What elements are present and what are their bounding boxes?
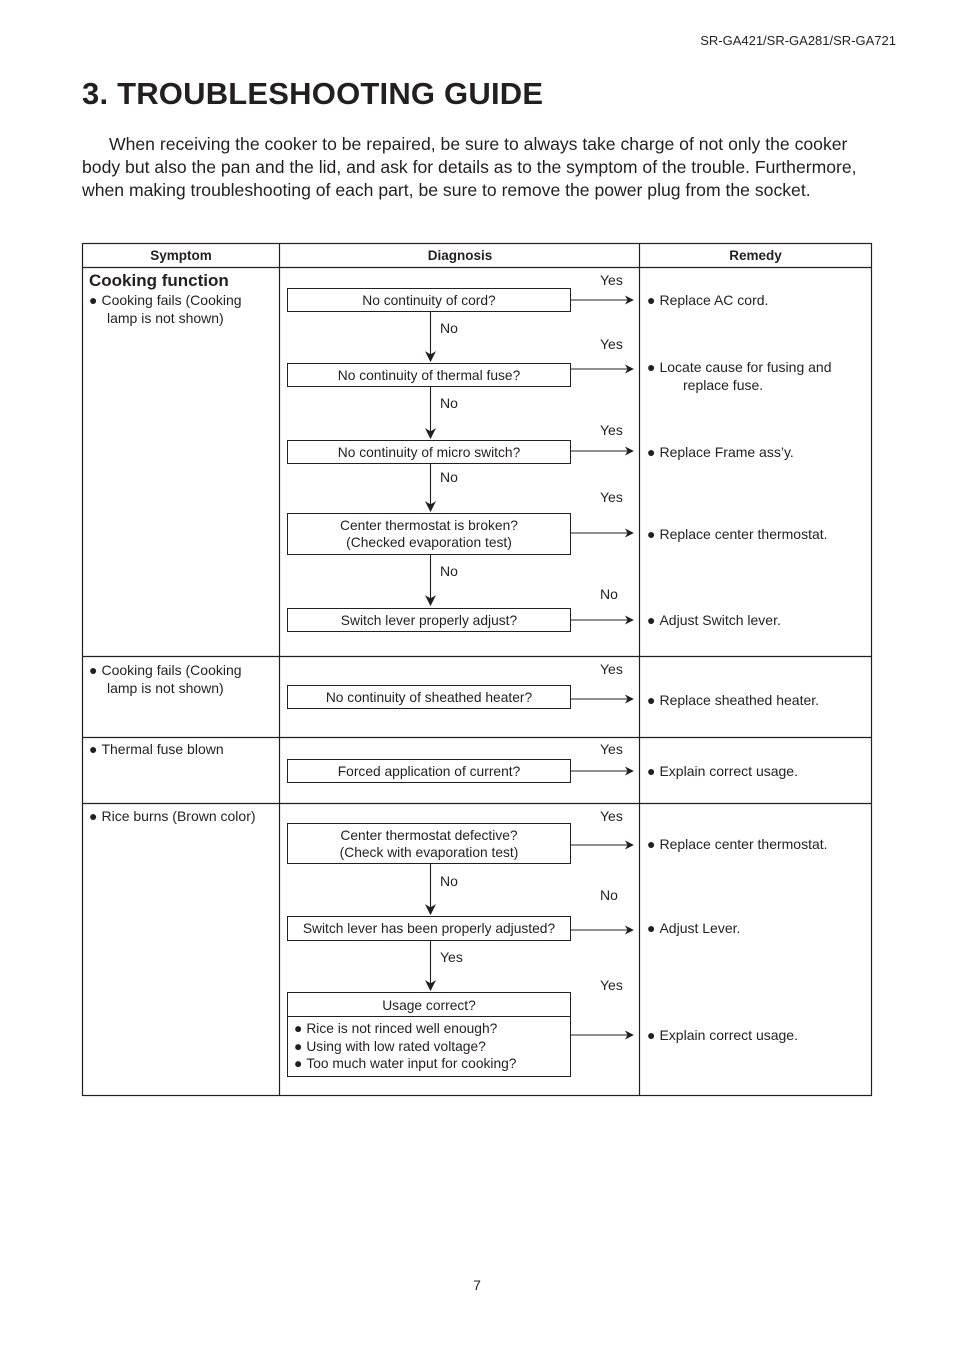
diagnosis-box-cord: No continuity of cord? <box>287 288 571 312</box>
symptom-line: ● Cooking fails (Cooking <box>89 291 242 309</box>
answer-label: Yes <box>600 422 623 438</box>
diagnosis-box-micro-switch: No continuity of micro switch? <box>287 440 571 464</box>
answer-label: Yes <box>600 489 623 505</box>
symptom-line: lamp is not shown) <box>107 680 224 696</box>
remedy-explain-usage: ● Explain correct usage. <box>647 763 798 779</box>
checklist-item: ● Using with low rated voltage? <box>294 1038 570 1056</box>
next-label: Yes <box>440 949 463 965</box>
checklist-item: ● Rice is not rinced well enough? <box>294 1020 570 1038</box>
intro-paragraph: When receiving the cooker to be repaired, be sure to always take charge of not only the cooker body but also the pan and the lid, and ask for details as to the symptom of the trouble. Furthermore, when making troubleshooting of each part, be sure to remove the power plug from the socket. <box>82 134 857 200</box>
answer-label: Yes <box>600 336 623 352</box>
diagnosis-box-forced-current: Forced application of current? <box>287 759 571 783</box>
remedy-line: ● Locate cause for fusing and <box>647 358 831 376</box>
diagnosis-box-thermostat-defective <box>287 823 571 864</box>
answer-label: Yes <box>600 808 623 824</box>
diagnosis-box-switch-lever: Switch lever properly adjust? <box>287 608 571 632</box>
column-header-diagnosis: Diagnosis <box>427 248 493 263</box>
next-label: No <box>440 395 458 411</box>
remedy-adjust-lever: ● Adjust Lever. <box>647 920 740 936</box>
diagnosis-box-usage-correct: Usage correct? <box>287 992 571 1017</box>
symptom-line: lamp is not shown) <box>107 310 224 326</box>
question-line: Center thermostat is broken? <box>340 518 518 533</box>
answer-label: Yes <box>600 741 623 757</box>
next-label: No <box>440 320 458 336</box>
remedy-replace-thermostat: ● Replace center thermostat. <box>647 836 828 852</box>
symptom-line: ● Cooking fails (Cooking <box>89 661 242 679</box>
symptom-heading: Cooking function <box>89 271 229 290</box>
next-label: No <box>440 873 458 889</box>
answer-label: No <box>600 887 618 903</box>
remedy-replace-thermostat: ● Replace center thermostat. <box>647 526 828 542</box>
answer-label: No <box>600 586 618 602</box>
diagnosis-box-sheathed-heater: No continuity of sheathed heater? <box>287 685 571 709</box>
symptom-rice-burns: ● Rice burns (Brown color) <box>89 808 256 824</box>
diagnosis-box-lever-adjusted: Switch lever has been properly adjusted? <box>287 916 571 941</box>
remedy-replace-frame: ● Replace Frame ass’y. <box>647 444 794 460</box>
question-line: (Check with evaporation test) <box>339 845 519 860</box>
page-title: 3. TROUBLESHOOTING GUIDE <box>82 76 544 111</box>
answer-label: Yes <box>600 272 623 288</box>
next-label: No <box>440 563 458 579</box>
remedy-replace-heater: ● Replace sheathed heater. <box>647 692 819 708</box>
symptom-cooking-fails <box>89 291 242 327</box>
usage-checklist <box>287 1016 571 1077</box>
answer-label: Yes <box>600 977 623 993</box>
next-label: No <box>440 469 458 485</box>
question-line: (Checked evaporation test) <box>346 535 512 550</box>
question-line: Center thermostat defective? <box>340 828 518 843</box>
page-number: 7 <box>473 1277 481 1293</box>
remedy-explain-usage: ● Explain correct usage. <box>647 1027 798 1043</box>
diagnosis-box-thermal-fuse: No continuity of thermal fuse? <box>287 363 571 387</box>
remedy-line: replace fuse. <box>683 377 764 393</box>
diagnosis-box-center-thermostat <box>287 513 571 555</box>
column-header-symptom: Symptom <box>150 248 212 263</box>
checklist-item: ● Too much water input for cooking? <box>294 1055 570 1073</box>
remedy-replace-cord: ● Replace AC cord. <box>647 292 768 308</box>
column-header-remedy: Remedy <box>729 248 782 263</box>
symptom-thermal-fuse-blown: ● Thermal fuse blown <box>89 741 224 757</box>
model-numbers: SR-GA421/SR-GA281/SR-GA721 <box>700 33 896 48</box>
symptom-cooking-fails-heater <box>89 661 242 697</box>
remedy-adjust-switch-lever: ● Adjust Switch lever. <box>647 612 781 628</box>
remedy-replace-fuse <box>647 358 831 394</box>
answer-label: Yes <box>600 661 623 677</box>
